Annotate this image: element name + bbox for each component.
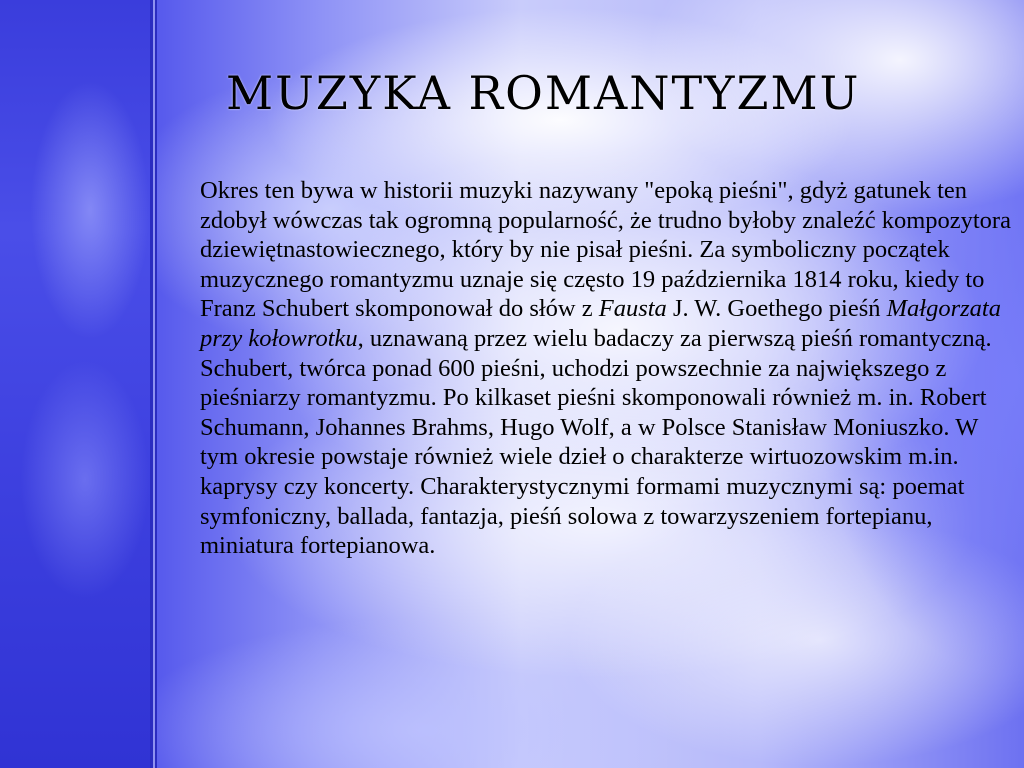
slide-title: MUZYKA ROMANTYZMU bbox=[226, 66, 861, 120]
body-text-part-3: , uznawaną przez wielu badaczy za pierwszą pieśń romantyczną. Schubert, twórca ponad 600 pieśni, uchodzi powszechnie za największego z pieśniarzy romantyzmu. Po kilkaset pieśni skomponowali również m. in. Robert Schumann, Johannes Brahms, Hugo Wolf, a w Polsce Stanisław Moniuszko. W tym okresie powstaje również wiele dzieł o charakterze wirtuozowskim m.in. kaprysy czy koncerty. Charakterystycznymi formami muzycznymi są: poemat symfoniczny, ballada, fantazja, pieśń solowa z towarzyszeniem fortepianu, miniatura fortepianowa. bbox=[200, 324, 992, 560]
body-text-italic-malgorzata: Małgorzata przy kołowrotku bbox=[200, 295, 1001, 352]
slide-body-text bbox=[200, 176, 1012, 561]
side-glow-lower bbox=[20, 360, 150, 600]
body-text-italic-fausta: Fausta bbox=[598, 295, 667, 323]
vertical-rule-dark-inner bbox=[155, 0, 157, 768]
body-text-part-2: J. W. Goethego pieśń bbox=[666, 295, 887, 323]
body-text-part-1: Okres ten bywa w historii muzyki nazywany "epoką pieśni", gdyż gatunek ten zdobył wówczas tak ogromną popularność, że trudno byłoby znaleźć kompozytora dziewiętnastowiecznego, który by nie pisał pieśni. Za symboliczny początek muzycznego romantyzmu uznaje się często 19 października 1814 roku, kiedy to Franz Schubert skomponował do słów z bbox=[200, 177, 1011, 323]
side-glow bbox=[30, 80, 150, 340]
